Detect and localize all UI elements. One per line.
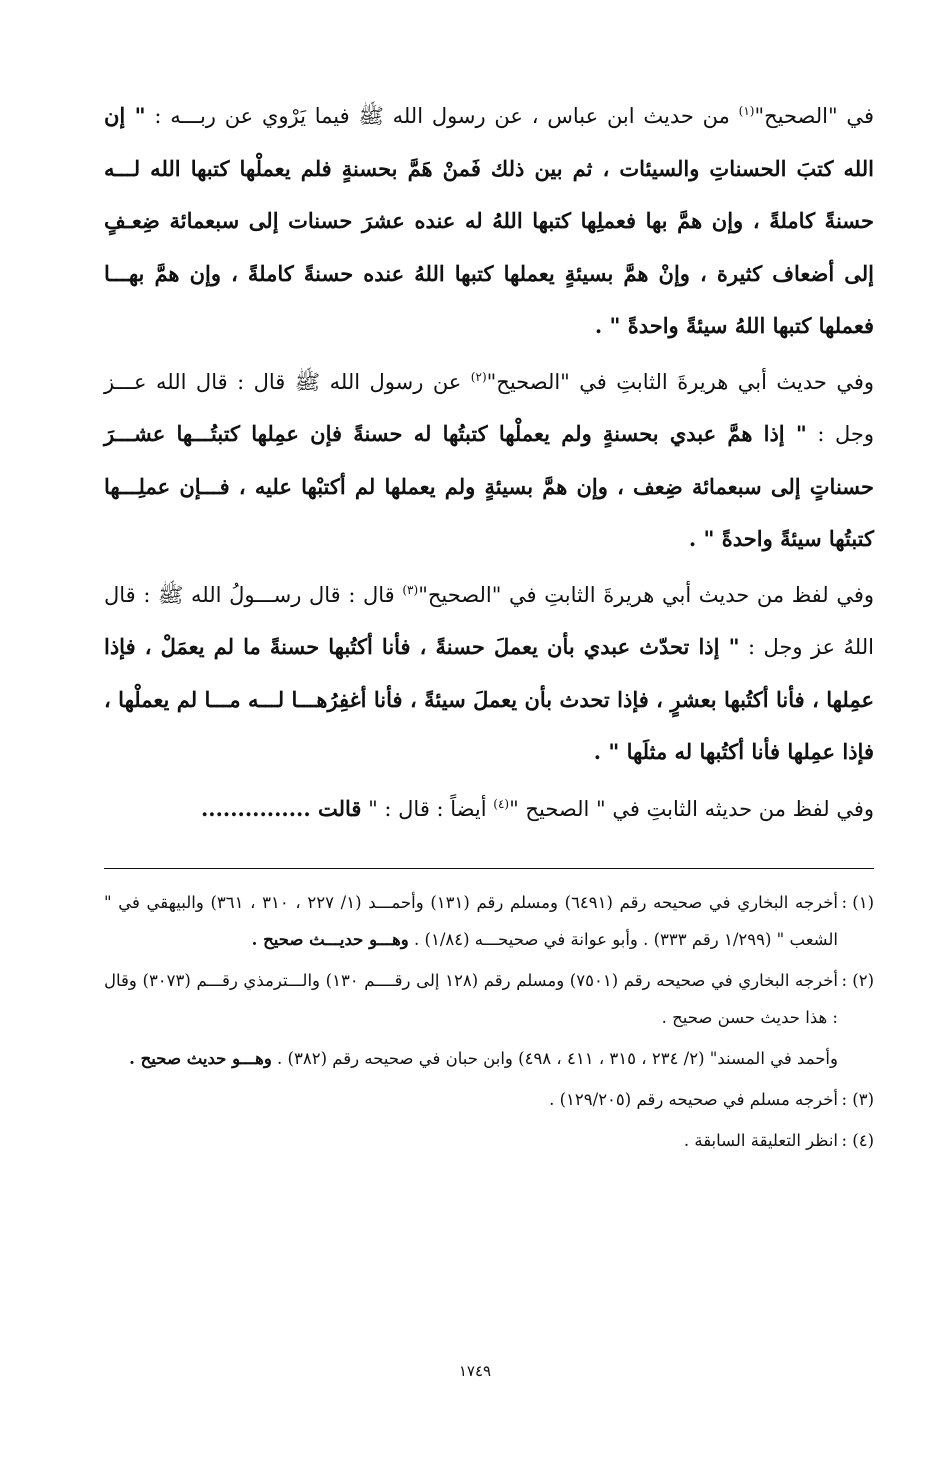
- paragraph-intro-cont: عن رسول الله ﷺ قال : قال الله عـــز وجل :: [104, 369, 874, 446]
- footnote-3: [104, 1081, 874, 1118]
- footnote-grade: وهـــو حديث صحيح .: [129, 1049, 272, 1068]
- page-number: ١٧٤٩: [458, 1362, 492, 1380]
- footnote-text: أخرجه مسلم في صحيحه رقم (١٢٩/٢٠٥) .: [549, 1090, 838, 1109]
- paragraph-intro: في "الصحيح": [754, 104, 874, 128]
- footnote-ref: (٣): [402, 582, 419, 597]
- footnote-text: أخرجه البخاري في صحيحه رقم (٧٥٠١) ومسلم رقم (١٢٨ إلى رقــــم ١٣٠) والـــترمذي رقـــم (٣٠٧٣) وقال : هذا حديث حسن صحيح .: [104, 971, 838, 1027]
- hadith-quote: " إذا تحدّث عبدي بأن يعملَ حسنةً ، فأنا أكتُبها حسنةً ما لم يعمَلْ ، فإذا عمِلها ، فأنا أكتُبها بعشرٍ ، فإذا تحدث بأن يعملَ سيئةً ، فأنا أغفِرُهـــا لـــه مـــا لم يعملْها ، فإذا عمِلها فأنا أكتُبها له مثلَها " .: [104, 634, 874, 764]
- paragraph-intro-cont: من حديث ابن عباس ، عن رسول الله ﷺ فيما يَرْوي عن ربـــه :: [145, 104, 739, 128]
- footnote-text: انظر التعليقة السابقة .: [683, 1131, 838, 1150]
- paragraph-intro: وفي حديث أبي هريرةَ الثابتِ في "الصحيح": [486, 369, 874, 394]
- footnote-number: (١) :: [841, 893, 874, 912]
- footnotes: [104, 884, 874, 1163]
- paragraph-2: [104, 357, 874, 566]
- paragraph-4: [104, 783, 874, 836]
- footnote-2-cont: [104, 1040, 874, 1077]
- footnote-number: (٢) :: [841, 971, 874, 990]
- footnote-text: وأحمد في المسند" (٢/ ٢٣٤ ، ٣١٥ ، ٤١١ ، ٤٩٨) وابن حبان في صحيحه رقم (٣٨٢) .: [277, 1049, 838, 1068]
- footnote-text: أخرجه البخاري في صحيحه رقم (٦٤٩١) ومسلم رقم (١٣١) وأحمـــد (١/ ٢٢٧ ، ٣١٠ ، ٣٦١) والبيهقي في " الشعب " (١/٢٩٩ رقم ٣٣٣) . وأبو عوانة في صحيحـــه (١/٨٤) .: [104, 893, 838, 949]
- paragraph-intro: وفي لفظ من حديث أبي هريرةَ الثابتِ في "الصحيح": [418, 582, 874, 607]
- paragraph-1: [104, 90, 874, 353]
- footnote-4: [104, 1122, 874, 1159]
- hadith-quote: قالت ...............: [200, 795, 362, 821]
- footnote-ref: (٤): [493, 796, 510, 811]
- footnote-number: (٣) :: [841, 1090, 874, 1109]
- paragraph-intro-cont: أيضاً : قال : ": [361, 796, 494, 821]
- hadith-quote: " إذا همَّ عبدي بحسنةٍ ولم يعملْها كتبتُها له حسنةً فإن عمِلها كتبتُـــها عشـــرَ حسناتٍ إلى سبعمائة ضِعف ، وإن همَّ بسيئةٍ ولم يعملها لم أكتبْها عليه ، فـــإن عملِـــها كتبتُها سيئةً واحدةً " .: [104, 421, 874, 551]
- footnote-2: [104, 962, 874, 1036]
- footnote-ref: (١): [738, 104, 755, 118]
- paragraph-intro: وفي لفظ من حديثه الثابتِ في " الصحيح ": [509, 796, 874, 821]
- footnote-divider: [104, 868, 874, 869]
- footnote-number: (٤) :: [841, 1131, 874, 1150]
- paragraph-intro-cont: قال : قال رســـولُ الله ﷺ : قال اللهُ عز وجل :: [104, 582, 874, 659]
- footnote-grade: وهـــو حديـــث صحيح .: [251, 930, 409, 949]
- hadith-quote: " إن الله كتبَ الحسناتِ والسيئات ، ثم بين ذلك فَمنْ هَمَّ بحسنةٍ فلم يعملْها كتبها الله لـــه حسنةً كاملةً ، وإن همَّ بها فعملِها كتبها اللهُ له عنده عشرَ حسنات إلى سبعمائة ضِعـفٍ إلى أضعاف كثيرة ، وإنْ همَّ بسيئةٍ يعملها كتبها اللهُ عنده حسنةً كاملةً ، وإن همَّ بهـــا فعملها كتبها اللهُ سيئةً واحدةً " .: [104, 103, 874, 338]
- footnote-ref: (٢): [470, 369, 487, 384]
- footnote-1: [104, 884, 874, 958]
- paragraph-3: [104, 570, 874, 779]
- main-text: [104, 90, 874, 835]
